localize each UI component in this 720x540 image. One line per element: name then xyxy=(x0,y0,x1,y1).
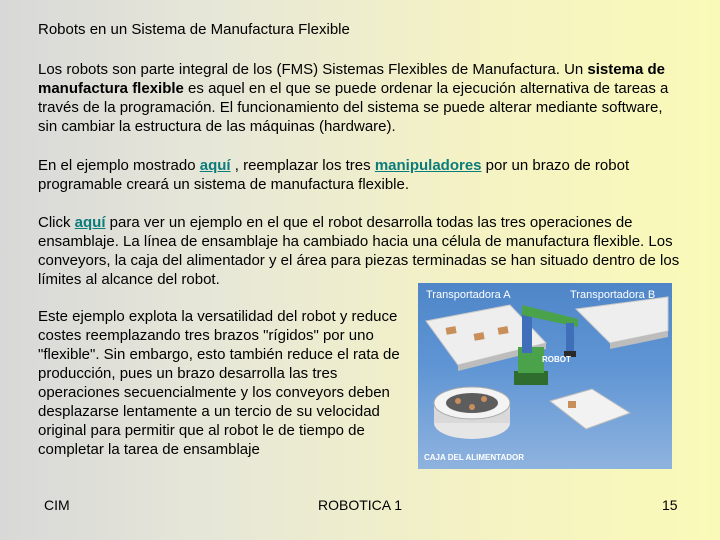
page-number: 15 xyxy=(662,497,678,513)
footer-subject: ROBOTICA 1 xyxy=(318,497,403,513)
term-flexible-manufacturing-system: sistema de manufactura flexible xyxy=(38,61,665,97)
paragraph-intro-text-1: Los robots son parte integral de los (FMS) Sistemas Flexibles de Manufactura. Un xyxy=(38,61,588,78)
paragraph-intro xyxy=(38,60,678,136)
footer-course: CIM xyxy=(44,497,70,513)
paragraph-click xyxy=(38,213,683,289)
robot-cell-drawing xyxy=(418,283,672,469)
conveyor-b-shape xyxy=(576,297,668,349)
paragraph-click-text-2: para ver un ejemplo en el que el robot desarrolla todas las tres operaciones de ensamblaje. La línea de ensamblaje ha cambiado hacia una célula de manufactura flexible. Los conveyors, la caja del alimentador y el área para piezas terminadas se han situado dentro de los límites al alcance del robot. xyxy=(38,214,680,288)
link-manipuladores[interactable]: manipuladores xyxy=(374,157,482,174)
paragraph-click-text-1: Click xyxy=(38,214,75,231)
conveyor-a-label: Transportadora A xyxy=(426,289,511,301)
link-aqui-click[interactable]: aquí xyxy=(74,214,106,231)
paragraph-intro-text-2: es aquel en el que se puede ordenar la ejecución alternativa de tareas a través de la programación. El funcionamiento del sistema se puede alterar mediante software, sin cambiar la estructura de las máquinas (hardware). xyxy=(38,80,669,135)
robot-label: ROBOT xyxy=(542,355,571,364)
feeder-label: CAJA DEL ALIMENTADOR xyxy=(424,453,524,462)
finished-parts-plate xyxy=(550,389,630,429)
paragraph-example-text-2: , reemplazar los tres xyxy=(230,157,375,174)
paragraph-example-text-1: En el ejemplo mostrado xyxy=(38,157,200,174)
feeder-box xyxy=(434,387,510,439)
link-aqui-example[interactable]: aquí xyxy=(199,157,231,174)
paragraph-example-text-3: por un brazo de robot programable creará un sistema de manufactura flexible. xyxy=(38,157,630,193)
conveyor-b-label: Transportadora B xyxy=(570,289,656,301)
robot-cell-illustration xyxy=(418,283,672,469)
paragraph-versatility: Este ejemplo explota la versatilidad del robot y reduce costes reemplazando tres brazos "rígidos" por uno "flexible". Sin embargo, esto también reduce el rata de producción, pues un brazo desarrolla las tres operaciones secuencialmente y los conveyors deben desplazarse lentamente a un tercio de su velocidad original para permitir que al robot le de tiempo de completar la tarea de ensamblaje xyxy=(38,308,400,458)
slide-title: Robots en un Sistema de Manufactura Flexible xyxy=(38,21,350,38)
paragraph-example xyxy=(38,156,678,194)
